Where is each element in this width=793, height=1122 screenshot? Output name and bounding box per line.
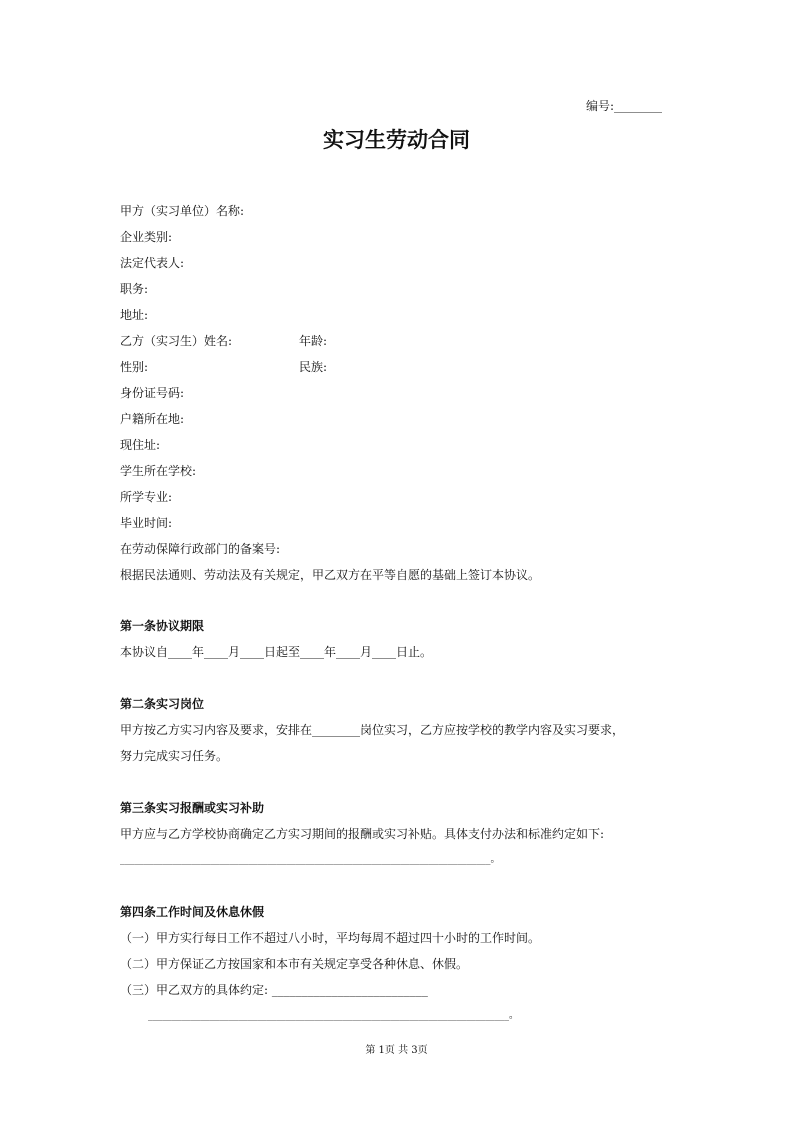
graduation-field: 毕业时间: (120, 516, 173, 530)
document-number: 编号:________ (586, 99, 663, 113)
section-2-heading: 第二条实习岗位 (120, 697, 205, 711)
section-4-blank-line: ____________________________________________________________________________。 (148, 1010, 519, 1021)
section-3-heading: 第三条实习报酬或实习补助 (120, 801, 265, 815)
address-field: 地址: (120, 308, 149, 322)
section-4-item-3: （三）甲乙双方的具体约定: __________________________ (120, 983, 428, 997)
section-3-text-line-1: 甲方应与乙方学校协商确定乙方实习期间的报酬或实习补贴。具体支付办法和标准约定如下: (120, 827, 605, 841)
legal-rep-field: 法定代表人: (120, 256, 185, 270)
section-1-text: 本协议自____年____月____日起至____年____月____日止。 (120, 645, 433, 659)
section-1-heading: 第一条协议期限 (120, 619, 205, 633)
section-2-text-line-1: 甲方按乙方实习内容及要求，安排在________岗位实习，乙方应按学校的教学内容及实习要求， (120, 723, 625, 737)
party-b-name-field: 乙方（实习生）姓名: (120, 334, 233, 348)
preamble-text: 根据民法通则、劳动法及有关规定，甲乙双方在平等自愿的基础上签订本协议。 (120, 568, 541, 582)
section-2-text-line-2: 努力完成实习任务。 (120, 749, 229, 763)
age-field: 年龄: (299, 334, 328, 348)
school-field: 学生所在学校: (120, 464, 197, 478)
major-field: 所学专业: (120, 490, 173, 504)
filing-number-field: 在劳动保障行政部门的备案号: (120, 542, 281, 556)
enterprise-type-field: 企业类别: (120, 230, 173, 244)
section-4-item-2: （二）甲方保证乙方按国家和本市有关规定享受各种休息、休假。 (120, 957, 469, 971)
party-a-name-field: 甲方（实习单位）名称: (120, 204, 245, 218)
position-field: 职务: (120, 282, 149, 296)
section-4-item-1: （一）甲方实行每日工作不超过八小时，平均每周不超过四十小时的工作时间。 (120, 931, 541, 945)
current-address-field: 现住址: (120, 438, 161, 452)
section-3-blank-line: ______________________________________________________________________________。 (120, 854, 501, 865)
household-field: 户籍所在地: (120, 412, 185, 426)
section-4-heading: 第四条工作时间及休息休假 (120, 905, 265, 919)
gender-field: 性别: (120, 360, 149, 374)
document-title: 实习生劳动合同 (323, 128, 470, 152)
page-footer: 第 1页 共 3页 (365, 1045, 428, 1056)
ethnicity-field: 民族: (299, 360, 328, 374)
id-number-field: 身份证号码: (120, 386, 185, 400)
